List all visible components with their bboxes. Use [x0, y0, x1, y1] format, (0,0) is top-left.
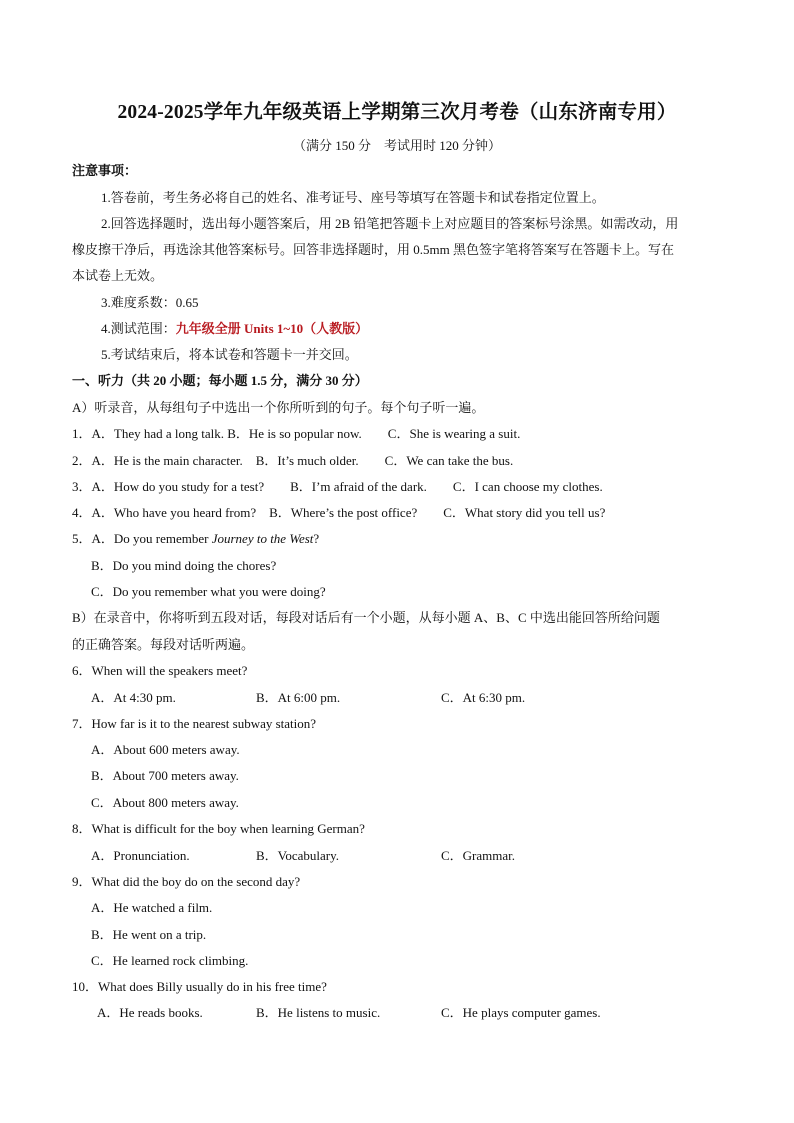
question-5-option-a-text: 5．A．Do you remember	[72, 531, 212, 546]
notice-item-3: 3.难度系数：0.65	[101, 295, 199, 310]
question-6-option-a: A．At 4:30 pm.	[91, 690, 176, 705]
part-b-instructions-line-1: B）在录音中，你将听到五段对话，每段对话后有一个小题，从每小题 A、B、C 中选出能回答所给问题	[72, 610, 660, 625]
part-b-instructions-line-2: 的正确答案。每段对话听两遍。	[72, 637, 255, 652]
question-10-option-a: A．He reads books.	[97, 1005, 203, 1020]
question-6-option-c: C．At 6:30 pm.	[441, 690, 526, 705]
test-scope: 九年级全册 Units 1~10（人教版）	[175, 321, 369, 336]
question-2: 2．A．He is the main character. B．It’s much older. C．We can take the bus.	[72, 453, 514, 468]
question-3: 3．A．How do you study for a test? B．I’m afraid of the dark. C．I can choose my clothes.	[72, 479, 603, 494]
notice-heading: 注意事项：	[72, 163, 138, 178]
question-5-option-b: B．Do you mind doing the chores?	[91, 558, 277, 573]
question-6: 6．When will the speakers meet?	[72, 663, 248, 678]
question-1: 1．A．They had a long talk. B．He is so popular now. C．She is wearing a suit.	[72, 426, 521, 441]
question-8-option-a: A．Pronunciation.	[91, 848, 190, 863]
page-subtitle: （满分 150 分 考试用时 120 分钟）	[292, 138, 501, 153]
notice-item-1: 1.答卷前，考生务必将自己的姓名、准考证号、座号等填写在答题卡和试卷指定位置上。	[101, 190, 605, 205]
notice-item-4	[101, 320, 368, 338]
question-mark: ?	[313, 531, 320, 546]
part-a-instructions: A）听录音，从每组句子中选出一个你所听到的句子。每个句子听一遍。	[72, 400, 485, 415]
question-6-option-b: B．At 6:00 pm.	[256, 690, 341, 705]
notice-item-2-line-2: 橡皮擦干净后，再选涂其他答案标号。回答非选择题时，用 0.5mm 黑色签字笔将答案写在答题卡上。写在	[72, 242, 674, 257]
question-7-option-c: C．About 800 meters away.	[91, 795, 239, 810]
notice-item-4-label: 4.测试范围：	[101, 321, 176, 336]
question-4: 4．A．Who have you heard from? B．Where’s the post office? C．What story did you tell us?	[72, 505, 606, 520]
question-7-option-b: B．About 700 meters away.	[91, 768, 239, 783]
notice-item-5: 5.考试结束后，将本试卷和答题卡一并交回。	[101, 347, 358, 362]
question-9-option-c: C．He learned rock climbing.	[91, 953, 249, 968]
question-5-option-a	[72, 530, 319, 548]
question-8: 8．What is difficult for the boy when learning German?	[72, 821, 365, 836]
question-9-option-a: A．He watched a film.	[91, 900, 213, 915]
section-1-heading: 一、听力（共 20 小题；每小题 1.5 分，满分 30 分）	[72, 373, 368, 388]
question-9-option-b: B．He went on a trip.	[91, 927, 207, 942]
question-5-option-c: C．Do you remember what you were doing?	[91, 584, 326, 599]
question-9: 9．What did the boy do on the second day?	[72, 874, 301, 889]
question-7-option-a: A．About 600 meters away.	[91, 742, 240, 757]
question-10-option-b: B．He listens to music.	[256, 1005, 381, 1020]
question-8-option-c: C．Grammar.	[441, 848, 516, 863]
question-8-option-b: B．Vocabulary.	[256, 848, 340, 863]
question-7: 7．How far is it to the nearest subway station?	[72, 716, 317, 731]
notice-item-2-line-3: 本试卷上无效。	[72, 268, 164, 283]
question-10: 10．What does Billy usually do in his free time?	[72, 979, 327, 994]
question-10-option-c: C．He plays computer games.	[441, 1005, 601, 1020]
book-title: Journey to the West	[211, 531, 314, 546]
page-title: 2024-2025学年九年级英语上学期第三次月考卷（山东济南专用）	[117, 102, 677, 123]
notice-item-2-line-1: 2.回答选择题时，选出每小题答案后，用 2B 铅笔把答题卡上对应题目的答案标号涂黑。如需改动，用	[101, 216, 679, 231]
